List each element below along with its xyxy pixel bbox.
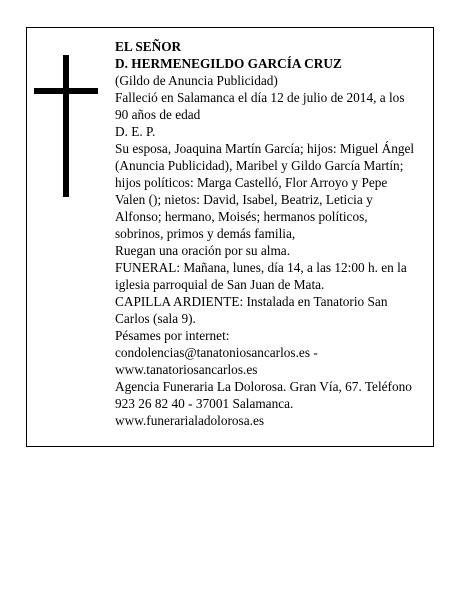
chapel-line: CAPILLA ARDIENTE: Instalada en Tanatorio San bbox=[115, 294, 388, 309]
agency-website: www.funerarialadolorosa.es bbox=[115, 413, 265, 428]
family-line: (Anuncia Publicidad), Maribel y Gildo García Martín; bbox=[115, 158, 404, 173]
funeral-line: FUNERAL: Mañana, lunes, día 14, a las 12:00 h. en la bbox=[115, 260, 407, 275]
dep-text: D. E. P. bbox=[115, 124, 156, 139]
death-info-line-1: Falleció en Salamanca el día 12 de julio de 2014, a los bbox=[115, 90, 405, 105]
agency-line: 923 26 82 40 - 37001 Salamanca. bbox=[115, 396, 294, 411]
obituary-text bbox=[115, 38, 427, 429]
prayer-request: Ruegan una oración por su alma. bbox=[115, 243, 291, 258]
agency-line: Agencia Funeraria La Dolorosa. Gran Vía, 67. Teléfono bbox=[115, 379, 412, 394]
cross-icon-vertical-bar bbox=[63, 55, 69, 197]
family-line: Su esposa, Joaquina Martín García; hijos: Miguel Ángel bbox=[115, 141, 415, 156]
condolence-line: Pésames por internet: bbox=[115, 328, 230, 343]
family-line: Alfonso; hermano, Moisés; hermanos políticos, bbox=[115, 209, 368, 224]
deceased-alias: (Gildo de Anuncia Publicidad) bbox=[115, 73, 278, 88]
death-info-line-2: 90 años de edad bbox=[115, 107, 201, 122]
family-line: sobrinos, primos y demás familia, bbox=[115, 226, 296, 241]
condolence-website: www.tanatoriosancarlos.es bbox=[115, 362, 258, 377]
cross-icon-horizontal-bar bbox=[34, 88, 98, 94]
funeral-line: iglesia parroquial de San Juan de Mata. bbox=[115, 277, 325, 292]
deceased-name: D. HERMENEGILDO GARCÍA CRUZ bbox=[115, 56, 342, 71]
condolence-email: condolencias@tanatoniosancarlos.es - bbox=[115, 345, 318, 360]
chapel-line: Carlos (sala 9). bbox=[115, 311, 196, 326]
family-line: Valen (); nietos: David, Isabel, Beatriz, Leticia y bbox=[115, 192, 373, 207]
obituary-title: EL SEÑOR bbox=[115, 39, 182, 54]
family-line: hijos políticos: Marga Castelló, Flor Arroyo y Pepe bbox=[115, 175, 388, 190]
